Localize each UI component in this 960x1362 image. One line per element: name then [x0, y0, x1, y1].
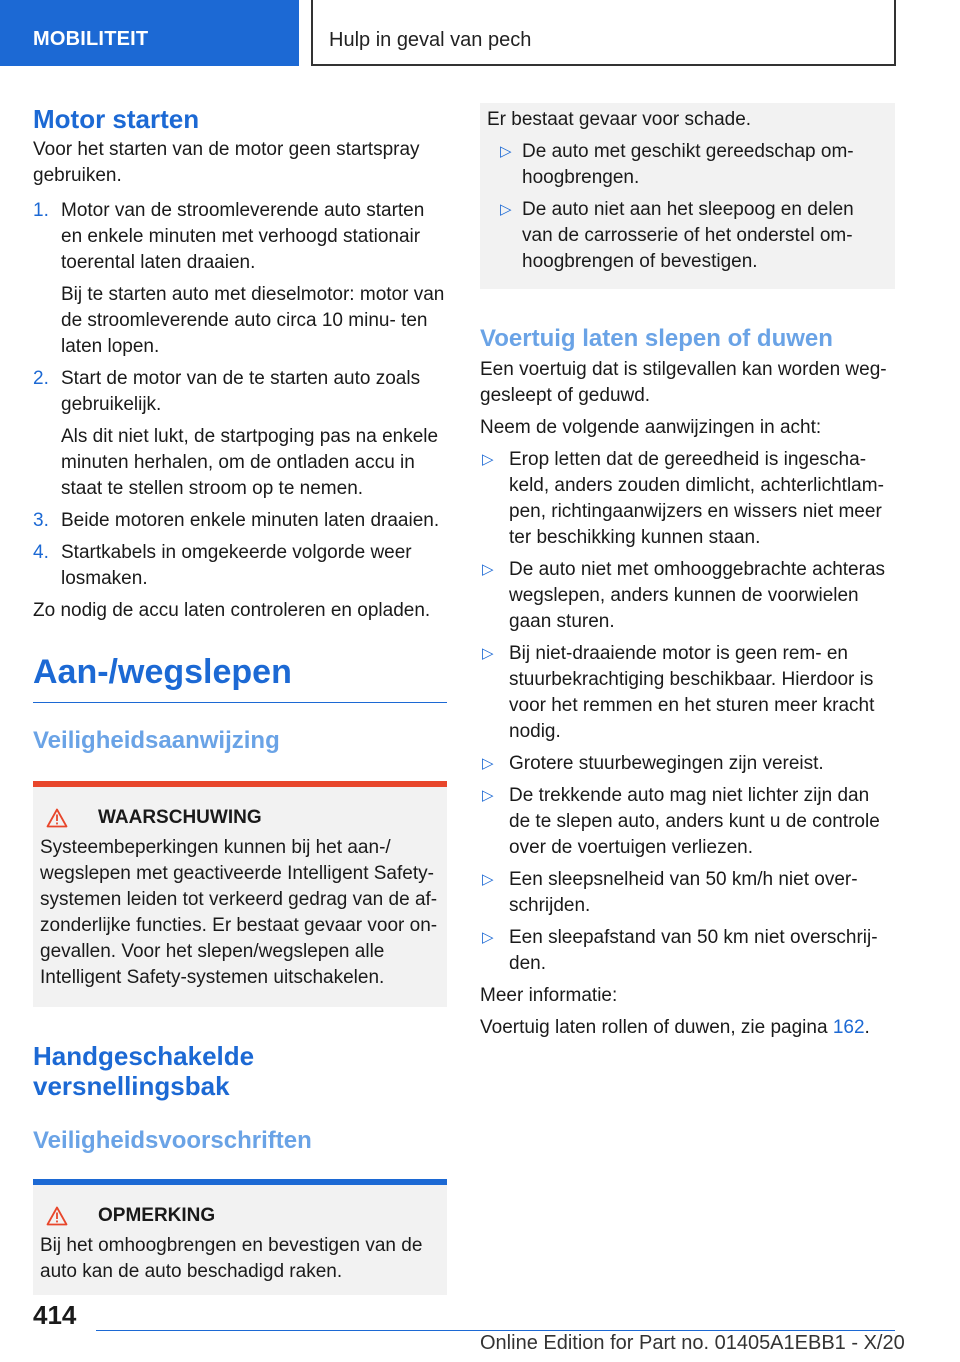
safety-rules-heading: Veiligheidsvoorschriften [33, 1127, 312, 1154]
triangle-bullet-icon: ▷ [482, 645, 494, 662]
list-item: ▷ Een sleepafstand van 50 km niet overschrij‐ den. [482, 927, 878, 974]
notice-text: Bij het omhoogbrengen en bevestigen van de auto kan de auto beschadigd raken. [40, 1235, 423, 1282]
triangle-bullet-icon: ▷ [482, 871, 494, 888]
triangle-bullet-icon: ▷ [482, 755, 494, 772]
triangle-bullet-icon: ▷ [500, 143, 512, 160]
list-item: ▷ De auto niet met omhooggebrachte achteras wegslepen, anders kunnen de voorwielen gaan sturen. [482, 559, 886, 632]
list-item [33, 366, 447, 502]
footer-edition: Online Edition for Part no. 01405A1EBB1 - X/20 [480, 1332, 905, 1354]
tow-intro: Een voertuig dat is stilgevallen kan worden weg‐ gesleept of geduwd. [480, 359, 887, 406]
list-item [33, 540, 447, 592]
gearbox-heading: Handgeschakelde versnellingsbak [33, 1041, 255, 1101]
triangle-bullet-icon: ▷ [500, 201, 512, 218]
notice-box-continued [480, 103, 895, 289]
step-number: 3. [33, 510, 49, 531]
step-text: Startkabels in omgekeerde volgorde weer losmaken. [61, 542, 412, 589]
chapter-title: Hulp in geval van pech [311, 0, 896, 66]
warning-triangle-icon [46, 808, 68, 828]
page-reference-link[interactable]: 162 [832, 1017, 865, 1038]
step-number: 1. [33, 200, 49, 221]
tow-push-heading: Voertuig laten slepen of duwen [480, 325, 833, 352]
warning-text: Systeembeperkingen kunnen bij het aan-/ wegslepen met geactiveerde Intelligent Safety- systemen leiden tot verkeerd gedrag van de af‐ zonderlijke functies. Er bestaat gevaar voor on‐ gevallen. Voor het slepen/wegslepen alle Intelligent Safety-systemen uitschakelen. [40, 837, 438, 988]
more-info-label: Meer informatie: [480, 985, 618, 1006]
notice-continued-text: Er bestaat gevaar voor schade. [487, 109, 752, 130]
warning-box [33, 781, 447, 1007]
step-number: 4. [33, 542, 49, 563]
list-item [33, 198, 447, 360]
tow-rules-list [480, 447, 895, 977]
notice-box [33, 1179, 447, 1295]
step-text: Motor van de stroomleverende auto starten en enkele minuten met verhoogd stationair toerental laten draaien. [61, 200, 425, 273]
notice-label: OPMERKING [98, 1205, 216, 1226]
step-subtext: Bij te starten auto met dieselmotor: motor van de stroomleverende auto circa 10 minu‐ ten laten lopen. [61, 284, 445, 357]
section-tab[interactable]: MOBILITEIT [0, 0, 299, 66]
footer-divider [96, 1330, 895, 1331]
list-item: ▷ De auto niet aan het sleepoog en delen van de carrosserie of het onderstel om‐ hoogbrengen of bevestigen. [500, 199, 854, 272]
list-item: ▷ Bij niet-draaiende motor is geen rem- en stuurbekrachtiging beschikbaar. Hierdoor is voor het remmen en het sturen meer kracht nodig. [482, 643, 875, 742]
step-text: Beide motoren enkele minuten laten draaien. [61, 510, 440, 531]
warning-label: WAARSCHUWING [98, 807, 262, 828]
notice-list [487, 139, 887, 275]
safety-heading: Veiligheidsaanwijzing [33, 727, 280, 754]
triangle-bullet-icon: ▷ [482, 561, 494, 578]
right-column [480, 103, 895, 1041]
triangle-bullet-icon: ▷ [482, 929, 494, 946]
triangle-bullet-icon: ▷ [482, 787, 494, 804]
triangle-bullet-icon: ▷ [482, 451, 494, 468]
list-item: ▷ De auto met geschikt gereedschap om‐ hoogbrengen. [500, 141, 854, 188]
list-item: ▷ Grotere stuurbewegingen zijn vereist. [480, 751, 895, 777]
step-number: 2. [33, 368, 49, 389]
page-header [0, 0, 960, 66]
motor-steps-list [33, 198, 447, 592]
list-item: ▷ Erop letten dat de gereedheid is ingescha‐ keld, anders zouden dimlicht, achterlichtlam‐ pen, richtingaanwijzers en wissers niet meer ter beschikking kunnen staan. [482, 449, 884, 548]
left-column [33, 100, 447, 1295]
page-number: 414 [33, 1300, 77, 1330]
step-text: Start de motor van de te starten auto zoals gebruikelijk. [61, 368, 421, 415]
step-subtext: Als dit niet lukt, de startpoging pas na enkele minuten herhalen, om de ontladen accu in staat te stellen stroom op te nemen. [61, 426, 439, 499]
list-item [33, 508, 447, 534]
tow-lead: Neem de volgende aanwijzingen in acht: [480, 417, 822, 438]
list-item: ▷ De trekkende auto mag niet lichter zijn dan de te slepen auto, anders kunt u de controle over de voertuigen verliezen. [482, 785, 880, 858]
towing-heading: Aan-/wegslepen [33, 652, 447, 703]
notice-header [40, 1203, 439, 1229]
motor-outro: Zo nodig de accu laten controleren en opladen. [33, 600, 431, 621]
warning-header [40, 805, 439, 831]
warning-triangle-icon [46, 1206, 68, 1226]
list-item: ▷ Een sleepsnelheid van 50 km/h niet over‐ schrijden. [482, 869, 858, 916]
motor-intro: Voor het starten van de motor geen startspray gebruiken. [33, 139, 420, 186]
motor-start-heading: Motor starten [33, 104, 200, 134]
cross-reference: Voertuig laten rollen of duwen, zie pagina 162. [480, 1017, 870, 1038]
